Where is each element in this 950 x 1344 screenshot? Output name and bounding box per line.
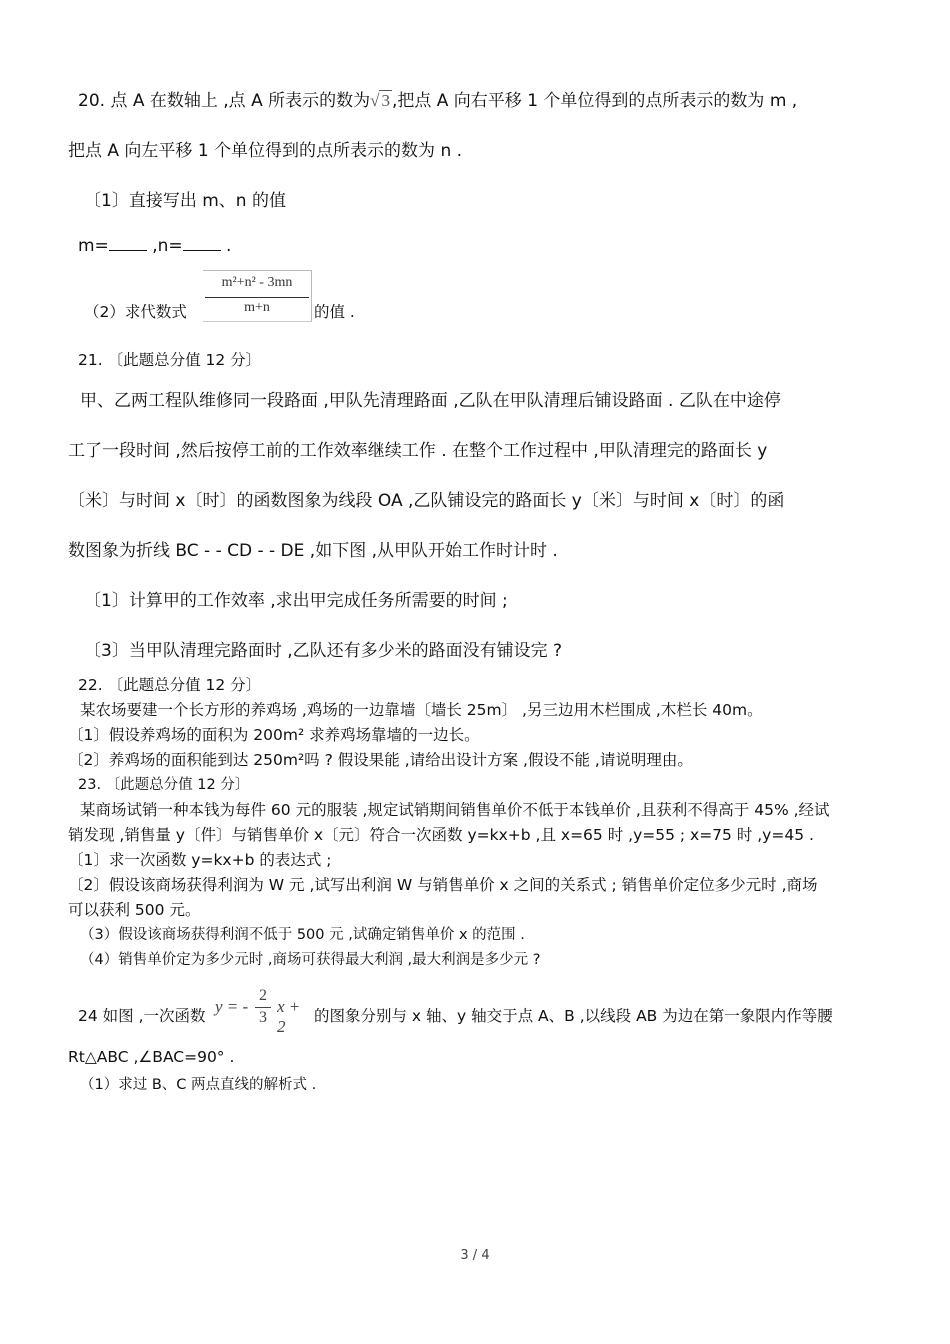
q20-line1: [78, 86, 797, 111]
fraction-bar: [205, 297, 309, 298]
q21-s1: 〔1〕计算甲的工作效率 ,求出甲完成任务所需要的时间 ;: [84, 591, 508, 611]
fraction-expression: [203, 270, 312, 322]
q24-p1-suffix: 的图象分别与 x 轴、y 轴交于点 A、B ,以线段 AB 为边在第一象限内作等腰: [314, 1007, 833, 1025]
formula-frac-bar: [255, 1007, 271, 1008]
q23-s2a: 〔2〕假设该商场获得利润为 W 元 ,试写出利润 W 与销售单价 x 之间的关系式 ; 销售单价定位多少元时 ,商场: [68, 876, 818, 894]
q20-line1-text: 20. 点 A 在数轴上 ,点 A 所表示的数为: [78, 91, 371, 111]
formula-frac-num: 2: [259, 987, 267, 1004]
formula-frac-den: 3: [259, 1009, 267, 1026]
page-number: 3 / 4: [460, 1248, 490, 1263]
n-label: ,n=: [146, 236, 183, 256]
q23-head: 23. 〔此题总分值 12 分〕: [78, 777, 250, 793]
q22-p1: 某农场要建一个长方形的养鸡场 ,鸡场的一边靠墙〔墙长 25m〕 ,另三边用木栏围成 ,木栏长 40m。: [80, 701, 763, 719]
q20-line1-text-b: ,把点 A 向右平移 1 个单位得到的点所表示的数为 m ,: [391, 91, 798, 111]
q20-part2-suffix: 的值 .: [314, 303, 355, 321]
fraction-denominator: m+n: [244, 300, 270, 315]
q20-part2-prefix: （2）求代数式: [84, 303, 187, 321]
m-label: m=: [78, 236, 109, 256]
q23-s4: （4）销售单价定为多少元时 ,商场可获得最大利润 ,最大利润是多少元 ?: [80, 952, 541, 968]
q24-p1-prefix: 24 如图 ,一次函数: [78, 1007, 206, 1025]
q23-s2b: 可以获利 500 元。: [68, 901, 201, 919]
sqrt-radicand: 3: [381, 91, 390, 110]
q21-head: 21. 〔此题总分值 12 分〕: [78, 351, 262, 369]
q23-s1: 〔1〕求一次函数 y=kx+b 的表达式 ;: [68, 851, 332, 869]
q21-p3: 〔米〕与时间 x〔时〕的函数图象为线段 OA ,乙队铺设完的路面长 y〔米〕与时间 x〔时〕的函: [68, 491, 785, 511]
q20-part1: 〔1〕直接写出 m、n 的值: [84, 191, 286, 211]
sqrt-symbol: √ 3: [370, 91, 390, 110]
q21-p1: 甲、乙两工程队维修同一段路面 ,甲队先清理路面 ,乙队在甲队清理后铺设路面 . 乙队在中途停: [80, 391, 781, 411]
end-dot: .: [220, 236, 232, 256]
q21-s3: 〔3〕当甲队清理完路面时 ,乙队还有多少米的路面没有铺设完 ?: [84, 641, 563, 661]
m-blank[interactable]: [109, 236, 147, 251]
linear-function-formula: [215, 985, 311, 1036]
formula-lhs: y = -: [215, 997, 249, 1016]
q23-p1: 某商场试销一种本钱为每件 60 元的服装 ,规定试销期间销售单价不低于本钱单价 ,且获利不得高于 45% ,经试: [80, 801, 830, 819]
formula-rhs: x + 2: [277, 997, 301, 1036]
n-blank[interactable]: [183, 236, 221, 251]
q21-p2: 工了一段时间 ,然后按停工前的工作效率继续工作 . 在整个工作过程中 ,甲队清理完的路面长 y: [68, 441, 768, 461]
q23-s3: （3）假设该商场获得利润不低于 500 元 ,试确定销售单价 x 的范围 .: [80, 927, 525, 943]
q24-s1: （1）求过 B、C 两点直线的解析式 .: [80, 1077, 317, 1093]
q22-head: 22. 〔此题总分值 12 分〕: [78, 676, 262, 694]
fraction-numerator: m²+n² - 3mn: [221, 275, 293, 290]
q23-p2: 销发现 ,销售量 y〔件〕与销售单价 x〔元〕符合一次函数 y=kx+b ,且 x=65 时 ,y=55 ; x=75 时 ,y=45 .: [68, 826, 814, 844]
q24-p2: Rt△ABC ,∠BAC=90° .: [68, 1048, 235, 1066]
q22-s2: 〔2〕养鸡场的面积能到达 250m²吗 ? 假设果能 ,请给出设计方案 ,假设不能 ,请说明理由。: [68, 751, 693, 769]
q22-s1: 〔1〕假设养鸡场的面积为 200m² 求养鸡场靠墙的一边长。: [68, 726, 480, 744]
q20-answer-line: [78, 236, 231, 256]
q20-line2: 把点 A 向左平移 1 个单位得到的点所表示的数为 n .: [68, 141, 463, 161]
q21-p4: 数图象为折线 BC - - CD - - DE ,如下图 ,从甲队开始工作时计时 .: [68, 541, 558, 561]
